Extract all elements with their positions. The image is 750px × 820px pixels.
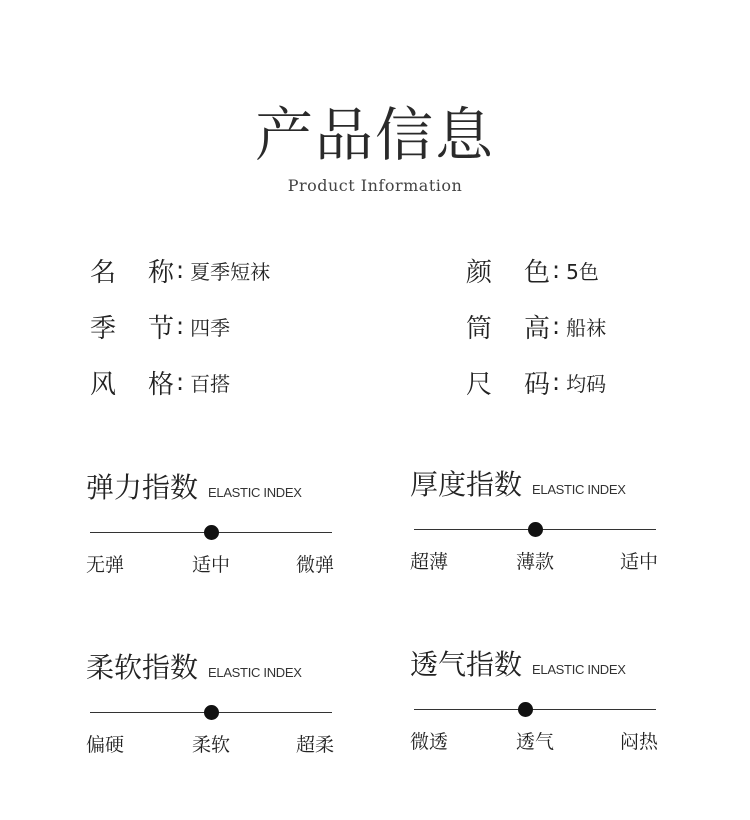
thickness-index [410, 463, 660, 593]
index-scale-line [414, 529, 656, 530]
index-label-mid: 柔软 [191, 734, 231, 756]
index-title: 弹力指数 [86, 471, 199, 504]
info-row-size [466, 364, 606, 400]
info-row-name [90, 252, 270, 288]
index-title: 厚度指数 [410, 468, 523, 501]
info-row-season [90, 308, 230, 344]
index-header [410, 463, 626, 503]
index-header [86, 646, 302, 686]
info-row-color [466, 252, 599, 288]
info-label: 名 称 [90, 257, 174, 288]
breathability-index [410, 643, 660, 773]
index-title: 透气指数 [410, 648, 523, 681]
info-value: 5色 [566, 259, 599, 284]
info-value: 夏季短袜 [190, 259, 271, 284]
index-scale-labels [86, 550, 336, 580]
index-scale-labels [410, 727, 660, 757]
index-scale-labels [86, 730, 336, 760]
index-label-high: 超柔 [295, 734, 334, 756]
elasticity-index [86, 466, 336, 596]
info-colon: : [176, 368, 185, 396]
index-scale-line [90, 712, 332, 713]
index-marker [528, 522, 543, 537]
index-header [410, 643, 626, 683]
info-colon: : [552, 312, 561, 340]
index-marker [518, 702, 533, 717]
index-scale-line [90, 532, 332, 533]
info-label: 筒 高 [466, 313, 550, 344]
index-label-mid: 薄款 [515, 551, 555, 573]
info-value: 四季 [190, 315, 231, 340]
index-scale-labels [410, 547, 660, 577]
index-marker [204, 705, 219, 720]
info-colon: : [552, 256, 561, 284]
info-colon: : [176, 256, 185, 284]
index-header [86, 466, 302, 506]
index-label-low: 无弹 [86, 554, 125, 576]
info-colon: : [552, 368, 561, 396]
page-title: 产品信息 [254, 101, 495, 169]
info-label: 颜 色 [466, 257, 550, 288]
info-label: 季 节 [90, 313, 174, 344]
index-label-high: 适中 [619, 551, 658, 573]
info-row-tube-height [466, 308, 606, 344]
info-value: 百搭 [190, 371, 231, 396]
index-label-mid: 透气 [515, 731, 555, 753]
info-row-style [90, 364, 230, 400]
info-label: 风 格 [90, 369, 174, 400]
index-label-low: 偏硬 [86, 734, 125, 756]
info-value: 均码 [566, 371, 607, 396]
softness-index [86, 646, 336, 776]
index-subtitle: ELASTIC INDEX [532, 482, 626, 497]
index-label-high: 闷热 [619, 731, 658, 753]
info-label: 尺 码 [466, 369, 550, 400]
index-label-low: 超薄 [410, 551, 449, 573]
index-label-mid: 适中 [191, 554, 231, 576]
index-label-low: 微透 [410, 731, 449, 753]
index-scale-line [414, 709, 656, 710]
index-subtitle: ELASTIC INDEX [208, 485, 302, 500]
page-subtitle: Product Information [287, 176, 463, 195]
index-subtitle: ELASTIC INDEX [208, 665, 302, 680]
index-label-high: 微弹 [295, 554, 334, 576]
index-title: 柔软指数 [86, 651, 199, 684]
index-marker [204, 525, 219, 540]
info-value: 船袜 [566, 315, 607, 340]
index-subtitle: ELASTIC INDEX [532, 662, 626, 677]
info-colon: : [176, 312, 185, 340]
